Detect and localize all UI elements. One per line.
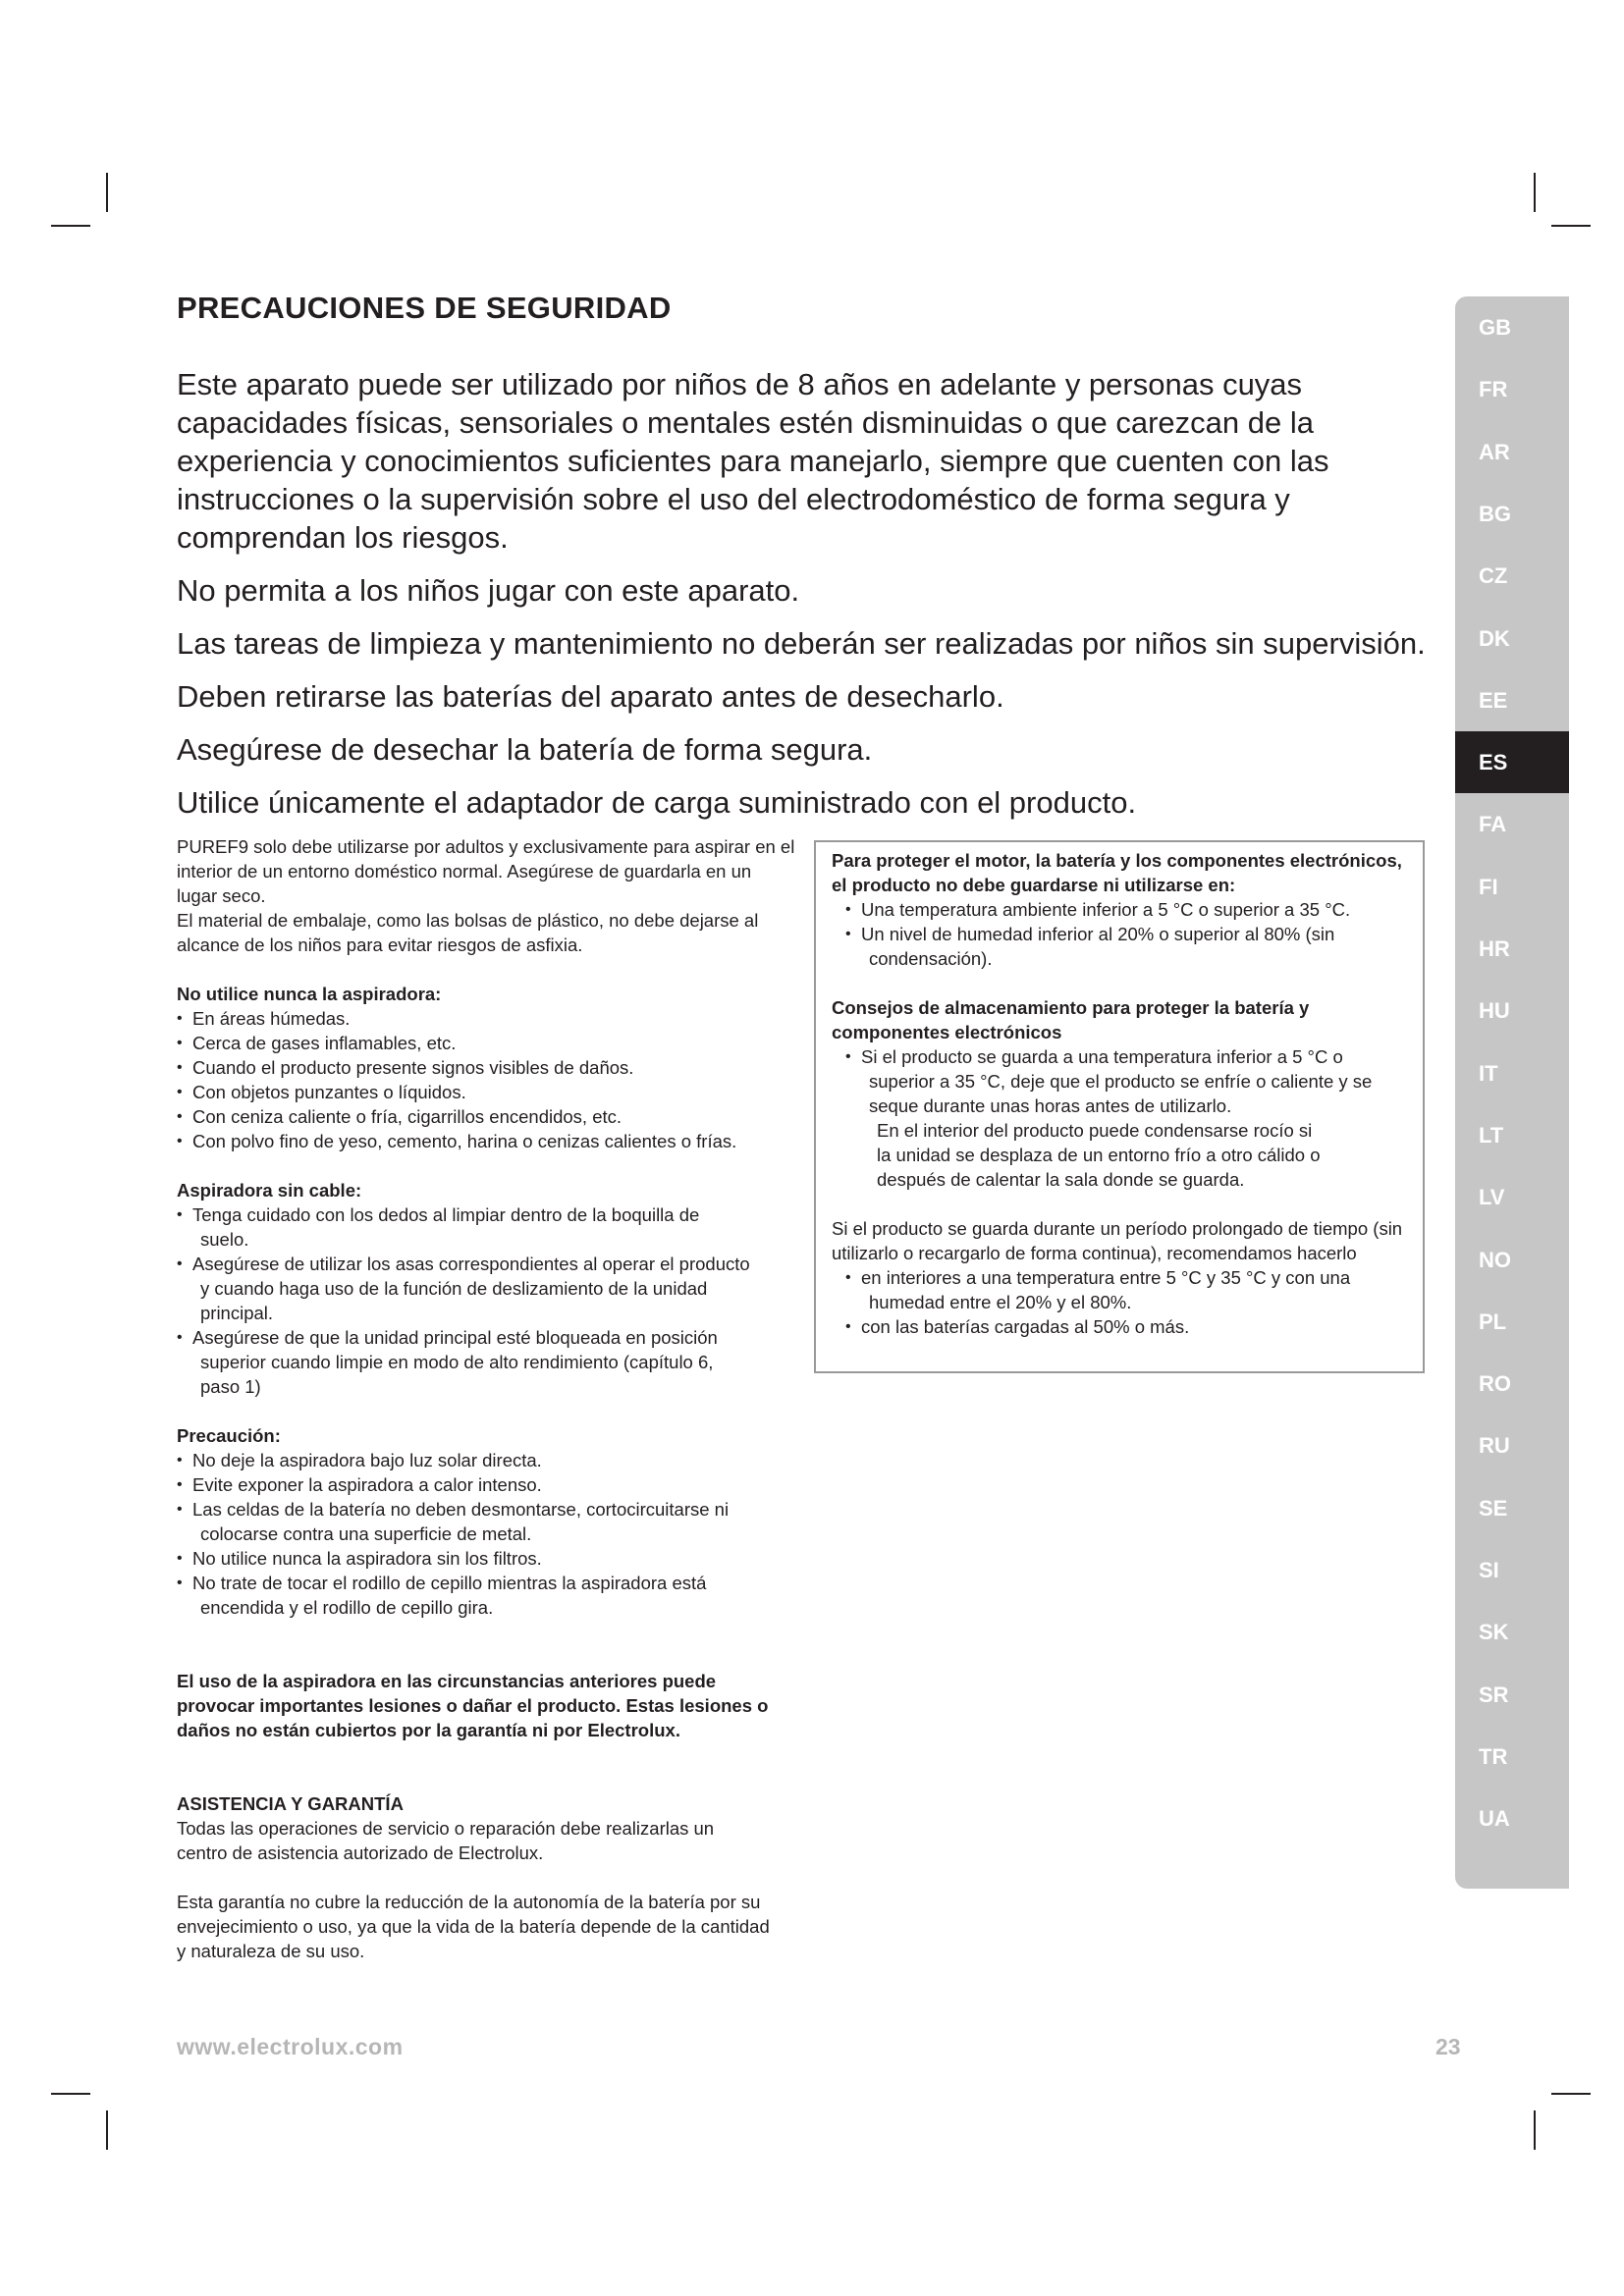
section-heading: No utilice nunca la aspiradora: xyxy=(177,984,442,1004)
list-item: • Con objetos punzantes o líquidos. xyxy=(177,1080,795,1104)
warning-paragraph: El uso de la aspiradora en las circunstancias anteriores puede provocar importantes lesiones o dañar el producto. Estas lesiones o daños no están cubiertos por la garantía ni por Electrolux. xyxy=(177,1671,769,1740)
tab-ee[interactable]: EE xyxy=(1479,687,1508,713)
tab-no[interactable]: NO xyxy=(1479,1247,1511,1272)
tab-gb[interactable]: GB xyxy=(1479,315,1511,340)
never-list xyxy=(177,1006,795,1153)
section-heading: Aspiradora sin cable: xyxy=(177,1180,362,1201)
tab-si[interactable]: SI xyxy=(1479,1558,1499,1582)
tab-ar[interactable]: AR xyxy=(1479,439,1510,464)
cordless-list xyxy=(177,1202,795,1399)
list-item: • en interiores a una temperatura entre 5 °C y 35 °C y con una humedad entre el 20% y el 80%. xyxy=(845,1265,1409,1314)
list-item: • En áreas húmedas. xyxy=(177,1006,795,1031)
tab-ua[interactable]: UA xyxy=(1479,1806,1510,1832)
list-item: • No deje la aspiradora bajo luz solar directa. xyxy=(177,1448,795,1472)
box-heading: Para proteger el motor, la batería y los componentes electrónicos, el producto no debe guardarse ni utilizarse en: xyxy=(832,850,1402,895)
tab-tr[interactable]: TR xyxy=(1479,1743,1508,1769)
list-item: • Con polvo fino de yeso, cemento, harina o cenizas calientes o frías. xyxy=(177,1129,795,1153)
list-item: • Si el producto se guarda a una temperatura inferior a 5 °C o superior a 35 °C, deje que el producto se enfríe o caliente y se seque durante unas horas antes de utilizarlo. xyxy=(845,1044,1409,1118)
tab-hr[interactable]: HR xyxy=(1479,936,1510,961)
crop-mark xyxy=(1551,225,1591,227)
crop-mark xyxy=(51,225,90,227)
intro-paragraph: Utilice únicamente el adaptador de carga suministrado con el producto. xyxy=(177,785,1137,820)
page-number: 23 xyxy=(1435,2034,1461,2059)
list-item: • Tenga cuidado con los dedos al limpiar dentro de la boquilla de suelo. xyxy=(177,1202,795,1252)
box-heading: Consejos de almacenamiento para proteger la batería y componentes electrónicos xyxy=(832,997,1310,1042)
section-heading: Precaución: xyxy=(177,1425,281,1446)
list-item: • Un nivel de humedad inferior al 20% o superior al 80% (sin condensación). xyxy=(845,922,1409,971)
tab-hu[interactable]: HU xyxy=(1479,998,1510,1024)
crop-mark xyxy=(1534,2110,1536,2150)
box-note: En el interior del producto puede condensarse rocío si la unidad se desplaza de un entorno frío a otro cálido o después de calentar la sala donde se guarda. xyxy=(877,1120,1321,1190)
list-item: • No utilice nunca la aspiradora sin los filtros. xyxy=(177,1546,795,1571)
list-item: • No trate de tocar el rodillo de cepillo mientras la aspiradora está encendida y el rodillo de cepillo gira. xyxy=(177,1571,795,1620)
tab-fr[interactable]: FR xyxy=(1479,377,1508,402)
tab-pl[interactable]: PL xyxy=(1479,1308,1507,1334)
tab-es[interactable]: ES xyxy=(1455,731,1569,793)
intro-paragraph: Asegúrese de desechar la batería de forma segura. xyxy=(177,732,873,767)
list-item: • Cuando el producto presente signos visibles de daños. xyxy=(177,1055,795,1080)
list-item: • Con ceniza caliente o fría, cigarrillos encendidos, etc. xyxy=(177,1104,795,1129)
box-paragraph: Si el producto se guarda durante un período prolongado de tiempo (sin utilizarlo o recargarlo de forma continua), recomendamos hacerlo xyxy=(832,1218,1403,1263)
list-item: • Cerca de gases inflamables, etc. xyxy=(177,1031,795,1055)
crop-mark xyxy=(51,2093,90,2095)
intro-paragraph: Este aparato puede ser utilizado por niños de 8 años en adelante y personas cuyas capacidades físicas, sensoriales o mentales estén disminuidas o que carezcan de la experiencia y conocimientos suficientes para manejarlo, siempre que cuenten con las instrucciones o la supervisión sobre el uso del electrodoméstico de forma segura y comprendan los riesgos. xyxy=(177,367,1329,555)
tab-ru[interactable]: RU xyxy=(1479,1433,1510,1459)
tab-fa[interactable]: FA xyxy=(1479,812,1507,837)
list-item: • Asegúrese de que la unidad principal esté bloqueada en posición superior cuando limpie en modo de alto rendimiento (capítulo 6, paso 1) xyxy=(177,1325,795,1399)
crop-mark xyxy=(1534,173,1536,212)
tab-fi[interactable]: FI xyxy=(1479,874,1498,899)
paragraph: PUREF9 solo debe utilizarse por adultos y exclusivamente para aspirar en el interior de un entorno doméstico normal. Asegúrese de guardarla en un lugar seco. xyxy=(177,836,795,906)
storage-box xyxy=(814,840,1425,1373)
paragraph: Todas las operaciones de servicio o reparación debe realizarlas un centro de asistencia autorizado de Electrolux. xyxy=(177,1818,715,1863)
list-item: • con las baterías cargadas al 50% o más. xyxy=(845,1314,1409,1339)
tab-sk[interactable]: SK xyxy=(1479,1620,1509,1645)
crop-mark xyxy=(106,173,108,212)
tab-dk[interactable]: DK xyxy=(1479,625,1510,651)
box-list xyxy=(832,1265,1409,1339)
tab-sr[interactable]: SR xyxy=(1479,1682,1509,1707)
box-list xyxy=(832,897,1409,971)
footer-url[interactable]: www.electrolux.com xyxy=(177,2034,404,2059)
paragraph: El material de embalaje, como las bolsas de plástico, no debe dejarse al alcance de los niños para evitar riesgos de asfixia. xyxy=(177,910,759,955)
intro-paragraph: Deben retirarse las baterías del aparato antes de desecharlo. xyxy=(177,679,1004,714)
caution-list xyxy=(177,1448,795,1620)
crop-mark xyxy=(1551,2093,1591,2095)
crop-mark xyxy=(106,2110,108,2150)
list-item: • Evite exponer la aspiradora a calor intenso. xyxy=(177,1472,795,1497)
left-column xyxy=(177,834,795,1963)
list-item: • Una temperatura ambiente inferior a 5 °C o superior a 35 °C. xyxy=(845,897,1409,922)
tab-lt[interactable]: LT xyxy=(1479,1122,1504,1148)
tab-ro[interactable]: RO xyxy=(1479,1371,1511,1397)
intro-paragraph: No permita a los niños jugar con este aparato. xyxy=(177,573,800,608)
tab-it[interactable]: IT xyxy=(1479,1060,1498,1086)
tab-se[interactable]: SE xyxy=(1479,1495,1508,1521)
box-list xyxy=(832,1044,1409,1118)
tab-bg[interactable]: BG xyxy=(1479,501,1511,526)
paragraph: Esta garantía no cubre la reducción de la autonomía de la batería por su envejecimiento o uso, ya que la vida de la batería depende de la cantidad y naturaleza de su uso. xyxy=(177,1892,770,1961)
section-heading: ASISTENCIA Y GARANTÍA xyxy=(177,1793,404,1814)
page-title: PRECAUCIONES DE SEGURIDAD xyxy=(177,291,672,325)
language-tabs xyxy=(1455,296,1569,1889)
intro-section xyxy=(177,365,1453,836)
list-item: • Las celdas de la batería no deben desmontarse, cortocircuitarse ni colocarse contra una superficie de metal. xyxy=(177,1497,795,1546)
list-item: • Asegúrese de utilizar los asas correspondientes al operar el producto y cuando haga uso de la función de deslizamiento de la unidad principal. xyxy=(177,1252,795,1325)
tab-cz[interactable]: CZ xyxy=(1479,563,1508,589)
tab-lv[interactable]: LV xyxy=(1479,1185,1505,1210)
intro-paragraph: Las tareas de limpieza y mantenimiento no deberán ser realizadas por niños sin supervisión. xyxy=(177,626,1426,661)
